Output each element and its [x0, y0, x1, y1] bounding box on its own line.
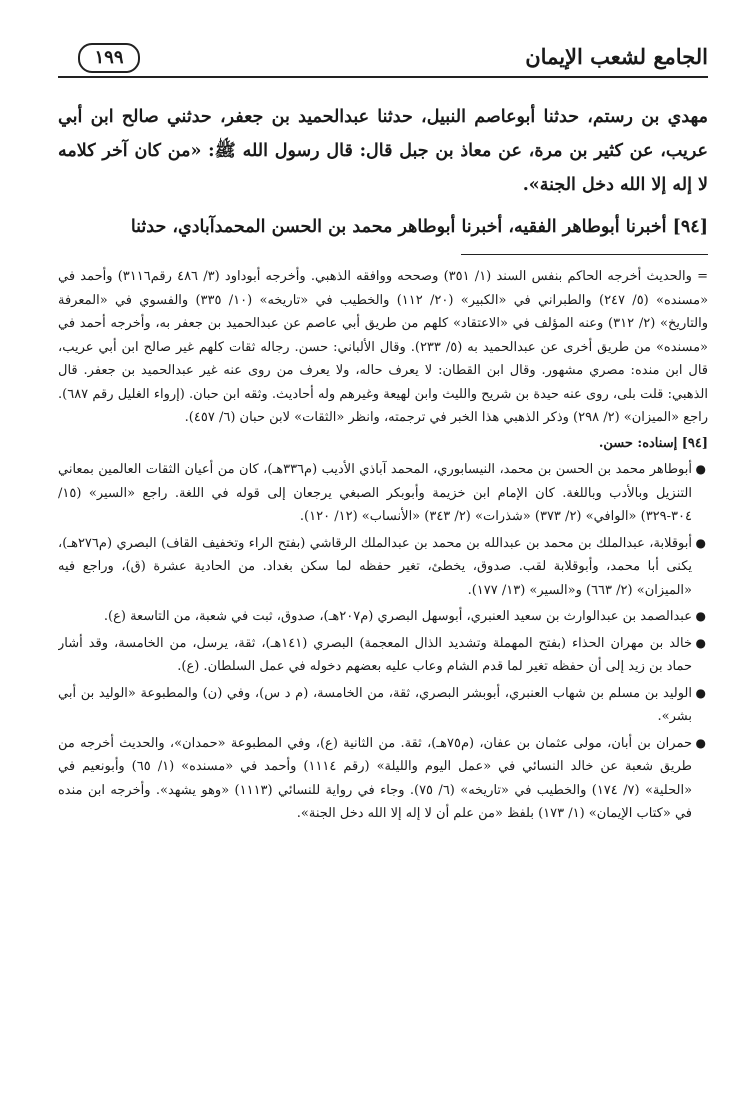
- narrator-item: [58, 532, 708, 603]
- narrator-text: خالد بن مهران الحذاء (بفتح المهملة وتشديد الذال المعجمة) البصري (١٤١هـ)، ثقة، يرسل، من الخامسة، وقد أشار حماد بن زيد إلى أن حفظه تغير لما قدم الشام وعاب عليه بعضهم دخوله في عمل السلطان. (ع).: [58, 635, 692, 674]
- narrator-text: الوليد بن مسلم بن شهاب العنبري، أبوبشر البصري، ثقة، من الخامسة، (م د س)، وفي (ن) والمطبوعة «الوليد بن أبي بشر».: [58, 685, 692, 724]
- footnote-divider: [461, 254, 708, 255]
- page-header: [58, 40, 708, 78]
- narrator-text: عبدالصمد بن عبدالوارث بن سعيد العنبري، أبوسهل البصري (م٢٠٧هـ)، صدوق، ثبت في شعبة، من التاسعة (ع).: [103, 609, 692, 624]
- isnad-heading: [٩٤] إسناده: حسن.: [598, 435, 708, 451]
- narrator-item: [58, 632, 708, 679]
- footnotes: [58, 265, 708, 826]
- book-title: الجامع لشعب الإيمان: [525, 44, 708, 69]
- page-number: ١٩٩: [78, 43, 140, 73]
- bullet-icon: ●: [695, 685, 706, 700]
- bullet-icon: ●: [695, 535, 706, 550]
- narrator-list: [58, 458, 708, 826]
- bullet-icon: ●: [695, 735, 706, 750]
- bullet-icon: ●: [695, 462, 706, 476]
- footnote-continuation: = والحديث أخرجه الحاكم بنفس السند (١/ ٣٥١) وصححه ووافقه الذهبي. وأخرجه أبوداود (٣/ ٤٨٦ رقم٣١١٦) وأحمد في «مسنده» (٥/ ٢٤٧) والطبراني في «الكبير» (٢٠/ ١١٢) والخطيب في «تاريخه» (١٠/ ٣٣٥) والفسوي في «المعرفة والتاريخ» (٢/ ٣١٢) وعنه المؤلف في «الاعتقاد» كلهم من طريق أبي عاصم عن عبدالحميد بن جعفر به، وأخرجه أحمد في «مسنده» من طريق أخرى عن عبدالحميد به (٥/ ٢٣٣). وقال الألباني: حسن. رجاله ثقات كلهم غير صالح ابن أبي عريب، قال ابن منده: مصري مشهور. وقال ابن القطان: لا يعرف حاله، ولا يعرف من روى عنه غير عبدالحميد بن جعفر. قال الذهبي: قلت بلى، روى عنه حيدة بن شريح والليث وابن لهيعة وغيرهم وله أحاديث. وثقه ابن حبان. (إرواء الغليل رقم ٦٨٧). راجع «الميزان» (٢/ ٢٩٨) وذكر الذهبي هذا الخبر في ترجمته، وانظر «الثقات» لابن حبان (٦/ ٤٥٧).: [58, 269, 708, 425]
- narrator-text: أبوقلابة، عبدالملك بن محمد بن عبدالله بن محمد بن عبدالملك الرقاشي (بفتح الراء وتخفيف القاف) البصري (م٢٧٦هـ)، يكنى أبا محمد، وأبوقلابة لقب. صدوق، يخطئ، تغير حفظه لما سكن بغداد. من الحادية عشرة (ق)، وراجع فيه «الميزان» (٢/ ٦٦٣) و«السير» (١٣/ ١٧٧).: [58, 535, 692, 598]
- bullet-icon: ●: [695, 635, 706, 650]
- book-page: [58, 40, 708, 1070]
- main-text: [58, 100, 708, 244]
- isnad-paragraph: [٩٤] أخبرنا أبوطاهر الفقيه، أخبرنا أبوطاهر محمد بن الحسن المحمدآبادي، حدثنا: [130, 217, 708, 237]
- narrator-item: [58, 682, 708, 729]
- narrator-text: أبوطاهر محمد بن الحسن بن محمد، النيسابوري، المحمد آباذي الأديب (م٣٣٦هـ)، كان من أعيان الثقات العالمين بمعاني التنزيل وبالأدب وباللغة. كان الإمام ابن خزيمة وأبوبكر الصبغي يرجعان إلى قوله في اللغة. راجع «السير» (١٥/ ٣٠٤-٣٢٩) «الوافي» (٢/ ٣٧٣) «شذرات» (٢/ ٣٤٣) «الأنساب» (١٢/ ١٢٠).: [58, 462, 692, 524]
- hadith-paragraph: مهدي بن رستم، حدثنا أبوعاصم النبيل، حدثنا عبدالحميد بن جعفر، حدثني صالح ابن أبي عريب، عن كثير بن مرة، عن معاذ بن جبل قال: قال رسول الله ﷺ: «من كان آخر كلامه لا إله إلا الله دخل الجنة».: [58, 107, 708, 195]
- narrator-item: [58, 458, 708, 529]
- narrator-item: [58, 732, 708, 826]
- bullet-icon: ●: [695, 609, 706, 623]
- narrator-text: حمران بن أبان، مولى عثمان بن عفان، (م٧٥هـ)، ثقة. من الثانية (ع)، وفي المطبوعة «حمدان»، والحديث أخرجه من طريق شعبة عن خالد النسائي في «عمل اليوم والليلة» (رقم ١١١٤) وأحمد في «مسنده» (١/ ٦٥) وأبونعيم في «الحلية» (٧/ ١٧٤) والخطيب في «تاريخه» (٦/ ٧٥). وجاء في رواية للنسائي (١١١٣) «وهو يشهد». وأخرجه ابن منده في «كتاب الإيمان» (١/ ١٧٣) بلفظ «من علم أن لا إله إلا الله دخل الجنة».: [58, 735, 693, 821]
- narrator-item: [58, 605, 708, 629]
